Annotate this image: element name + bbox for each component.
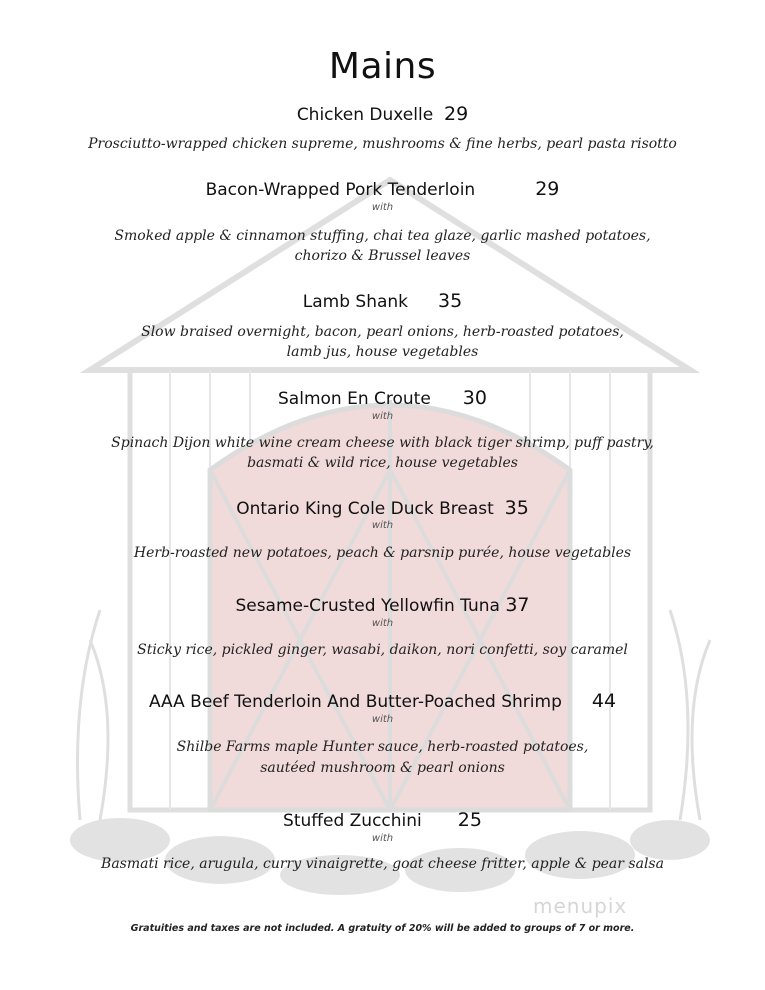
- item-description: Herb-roasted new potatoes, peach & parsnip purée, house vegetables: [133, 545, 632, 561]
- item-description: Basmati rice, arugula, curry vinaigrette, goat cheese fritter, apple & pear salsa: [101, 856, 664, 872]
- item-description: sautéed mushroom & pearl onions: [260, 760, 505, 776]
- item-title: Ontario King Cole Duck Breast: [236, 499, 494, 519]
- item-description: chorizo & Brussel leaves: [294, 248, 471, 264]
- item-title: Sesame-Crusted Yellowfin Tuna: [235, 596, 500, 616]
- menu-item-name: [0, 103, 765, 125]
- with-label: with: [371, 202, 394, 213]
- menu-item-name: [0, 690, 765, 712]
- item-price: 25: [457, 809, 482, 831]
- menu-item-name: [0, 594, 765, 616]
- item-price: 44: [591, 690, 617, 712]
- item-description: Sticky rice, pickled ginger, wasabi, daikon, nori confetti, soy caramel: [137, 642, 628, 658]
- item-price: 37: [505, 594, 530, 616]
- item-price: 30: [462, 387, 487, 409]
- item-title: Salmon En Croute: [278, 389, 431, 409]
- menu-item-name: [0, 809, 765, 831]
- item-title: Lamb Shank: [302, 292, 409, 312]
- with-label: with: [371, 618, 394, 629]
- page-title: Mains: [328, 46, 437, 87]
- item-price: 29: [443, 103, 469, 125]
- menu-item-name: [0, 290, 765, 312]
- gratuity-note: Gratuities and taxes are not included. A gratuity of 20% will be added to groups of 7 or more.: [130, 923, 635, 934]
- with-label: with: [371, 833, 394, 844]
- item-description: Smoked apple & cinnamon stuffing, chai tea glaze, garlic mashed potatoes,: [114, 228, 651, 244]
- with-label: with: [371, 520, 394, 531]
- item-description: Shilbe Farms maple Hunter sauce, herb-roasted potatoes,: [176, 739, 589, 755]
- with-label: with: [371, 411, 394, 422]
- item-description: basmati & wild rice, house vegetables: [247, 455, 518, 471]
- item-description: Spinach Dijon white wine cream cheese with black tiger shrimp, puff pastry,: [111, 435, 654, 451]
- item-price: 35: [504, 497, 529, 519]
- item-title: AAA Beef Tenderloin And Butter-Poached Shrimp: [148, 692, 562, 712]
- item-title: Chicken Duxelle: [296, 105, 434, 125]
- menu-item-name: [0, 178, 765, 200]
- menu-item-name: [0, 387, 765, 409]
- item-title: Bacon-Wrapped Pork Tenderloin: [205, 180, 476, 200]
- with-label: with: [371, 714, 394, 725]
- item-description: lamb jus, house vegetables: [286, 344, 479, 360]
- item-price: 35: [438, 290, 463, 312]
- item-description: Slow braised overnight, bacon, pearl onions, herb-roasted potatoes,: [141, 324, 624, 340]
- item-description: Prosciutto-wrapped chicken supreme, mushrooms & fine herbs, pearl pasta risotto: [88, 136, 677, 152]
- item-price: 29: [535, 178, 560, 200]
- menu-item-name: [0, 497, 765, 519]
- menupix-watermark: menupix: [533, 894, 628, 918]
- item-title: Stuffed Zucchini: [283, 811, 422, 831]
